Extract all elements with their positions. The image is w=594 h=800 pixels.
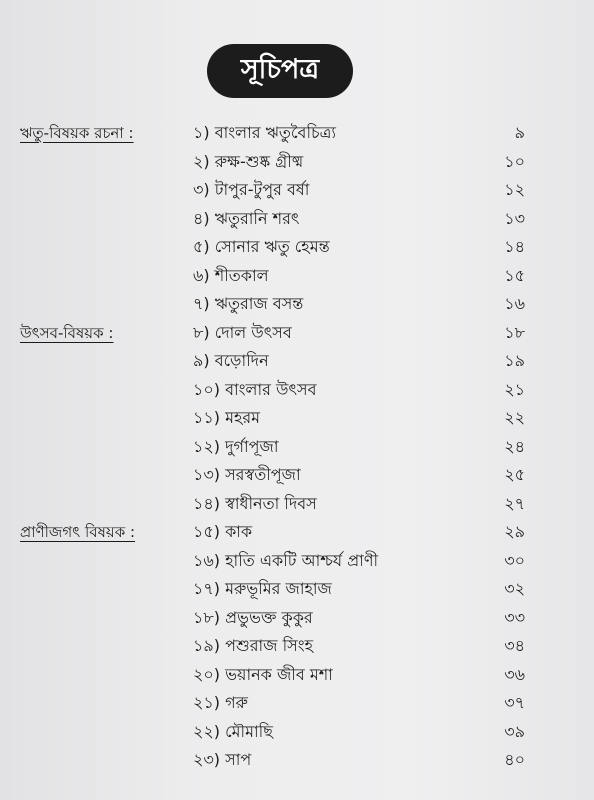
contents-entry [193,662,525,686]
entry-title: ১৮) প্রভুভক্ত কুকুর [193,607,313,627]
entry-title: ২২) মৌমাছি [193,721,273,741]
entry-title: ১১) মহরম [193,408,261,427]
entry-page-number: ১২ [504,180,525,199]
entry-page-number: ৪০ [504,750,525,769]
entry-page-number: ২২ [504,408,525,427]
entry-page-number: ১৬ [504,294,525,313]
entry-title: ৪) ঋতুরানি শরৎ [193,208,300,228]
entry-title: ২১) গরু [193,693,248,712]
entry-page-number: ৩৭ [504,693,525,712]
contents-entry [193,633,525,657]
entry-title: ১০) বাংলার উৎসব [193,379,317,399]
contents-entry [193,377,525,401]
section-heading [20,521,135,546]
section-heading-text: ঋতু-বিষয়ক রচনা : [20,124,134,142]
entry-page-number: ৩৯ [504,721,525,741]
entry-title: ১৪) স্বাধীনতা দিবস [193,493,317,513]
entry-page-number: ১৯ [504,351,525,370]
entry-title: ১৩) সরস্বতীপূজা [193,465,301,484]
entry-page-number: ৯ [514,123,525,142]
contents-entry [193,434,525,458]
entry-page-number: ১০ [504,151,525,171]
section-heading [20,122,134,147]
entry-page-number: ২৫ [504,465,525,484]
contents-entry [193,149,525,173]
entry-title: ১২) দুর্গাপূজা [193,436,279,456]
contents-entry [193,291,525,315]
contents-entry [193,605,525,629]
contents-entry [193,320,525,344]
entry-page-number: ১৫ [504,265,525,285]
entry-title: ৬) শীতকাল [193,265,269,285]
entry-page-number: ৩৪ [504,636,525,655]
entry-title: ৯) বড়োদিন [193,351,269,370]
contents-entry [193,405,525,429]
entry-page-number: ২৯ [504,522,525,541]
contents-entry [193,576,525,600]
entry-page-number: ৩২ [504,579,525,598]
entry-title: ৩) টাপুর-টুপুর বর্ষা [193,180,310,199]
entry-title: ৭) ঋতুরাজ বসন্ত [193,294,304,313]
contents-title-badge [207,44,353,98]
entry-title: ১৬) হাতি একটি আশ্চর্য প্রাণী [193,550,379,570]
contents-entry [193,719,525,743]
contents-entry [193,747,525,771]
contents-title: সূচিপত্র [240,53,320,85]
contents-entry [193,548,525,572]
entry-title: ৮) দোল উৎসব [193,322,292,342]
entry-page-number: ২৪ [504,436,525,456]
entry-title: ১৫) কাক [193,522,253,541]
contents-entry [193,177,525,201]
entry-title: ১৯) পশুরাজ সিংহ [193,636,314,655]
contents-entry [193,263,525,287]
contents-entry [193,234,525,258]
entry-page-number: ৩০ [504,550,525,570]
entry-title: ১৭) মরুভূমির জাহাজ [193,579,332,598]
entry-title: ১) বাংলার ঋতুবৈচিত্র্য [193,123,337,142]
entry-title: ২০) ভয়ানক জীব মশা [193,664,333,684]
entry-page-number: ১৩ [504,208,525,228]
contents-entry [193,491,525,515]
contents-entry [193,462,525,486]
section-heading [20,322,113,347]
contents-entry [193,690,525,714]
contents-entry [193,120,525,144]
section-heading-text: উৎসব-বিষয়ক : [20,323,114,342]
section-heading-text: প্রাণীজগৎ বিষয়ক : [20,523,136,541]
entry-title: ৫) সোনার ঋতু হেমন্ত [193,237,330,256]
entry-page-number: ৩৬ [504,664,525,684]
entry-title: ২) রুক্ষ-শুষ্ক গ্রীষ্ম [193,151,304,171]
entry-page-number: ২১ [504,379,525,399]
contents-entry [193,348,525,372]
contents-entry [193,206,525,230]
contents-entry [193,519,525,543]
entry-page-number: ১৪ [504,237,525,256]
entry-page-number: ২৭ [504,493,525,513]
entry-page-number: ১৮ [504,322,525,342]
entry-page-number: ৩৩ [504,607,525,627]
entry-title: ২৩) সাপ [193,750,252,769]
